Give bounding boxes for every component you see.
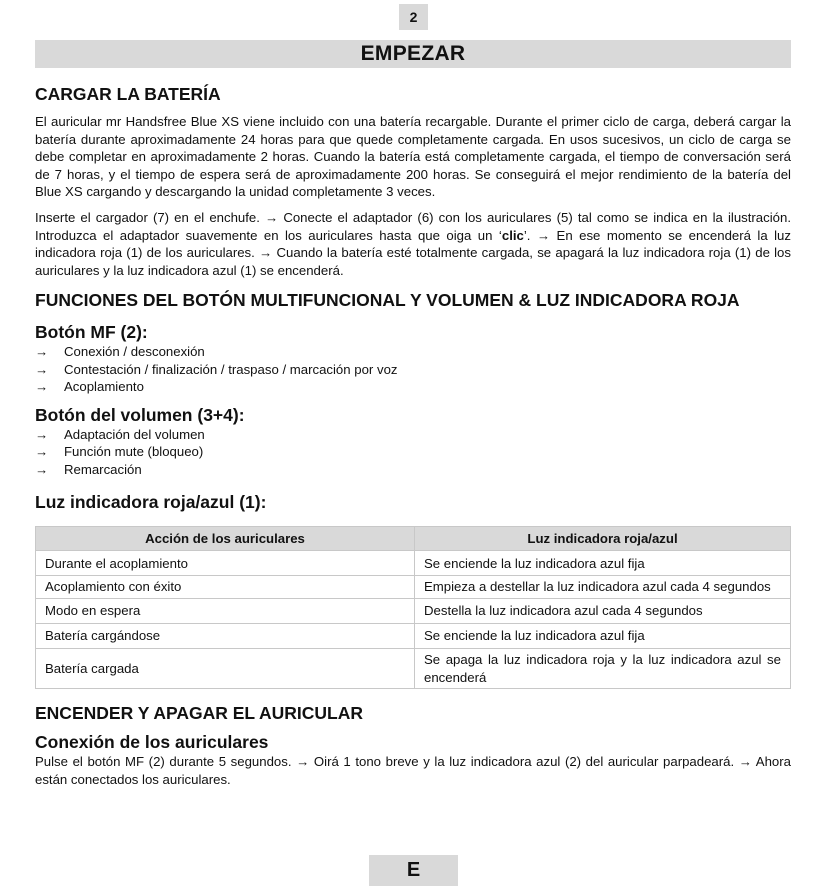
list-item-text: Remarcación — [64, 461, 142, 477]
battery-paragraph-1: El auricular mr Handsfree Blue XS viene incluido con una batería recargable. Durante el primer ciclo de carga, deberá cargar la batería durante aproximadamente 24 horas para que quede completamente cargada. En usos sucesivos, un ciclo de carga se debe completar en aproximadamente 2 horas. Cuando la batería está completamente cargada, el tiempo de conversación será de 7 horas, y el tiempo de espera será de aproximadamente 200 horas. Se conseguirá el mejor rendimiento de la batería del Blue XS cargando y descargando la unidad completamente 3 veces. — [35, 114, 791, 200]
table-row — [36, 598, 791, 623]
list-item — [35, 443, 791, 461]
list-item — [35, 361, 791, 379]
headset-connection-heading: Conexión de los auriculares — [35, 732, 269, 753]
power-section-heading: ENCENDER Y APAGAR EL AURICULAR — [35, 703, 363, 724]
mf-button-list — [35, 343, 791, 396]
table-row — [36, 551, 791, 576]
volume-button-list — [35, 426, 791, 479]
page-number: 2 — [399, 4, 428, 30]
language-tag: E — [369, 855, 458, 886]
list-item-text: Acoplamiento — [64, 379, 144, 395]
arrow-right-icon: → — [35, 344, 49, 360]
arrow-right-icon: → — [35, 379, 49, 395]
table-cell-light: Destella la luz indicadora azul cada 4 segundos — [415, 598, 791, 623]
table-header-action: Acción de los auriculares — [36, 527, 415, 551]
clic-word: clic — [501, 227, 524, 243]
table-cell-action: Batería cargándose — [36, 623, 415, 648]
arrow-right-icon: → — [35, 426, 49, 442]
list-item — [35, 378, 791, 396]
page-content — [35, 40, 791, 796]
list-item — [35, 343, 791, 361]
list-item — [35, 461, 791, 479]
table-cell-action: Batería cargada — [36, 648, 415, 688]
arrow-right-icon: → — [35, 444, 49, 460]
mf-button-heading: Botón MF (2): — [35, 322, 148, 343]
arrow-right-icon: → — [35, 461, 49, 477]
table-row — [36, 576, 791, 599]
list-item — [35, 426, 791, 444]
functions-section-heading: FUNCIONES DEL BOTÓN MULTIFUNCIONAL Y VOLUMEN & LUZ INDICADORA ROJA — [35, 290, 740, 311]
list-item-text: Conexión / desconexión — [64, 344, 205, 360]
table-cell-light: Se apaga la luz indicadora roja y la luz indicadora azul se encenderá — [415, 648, 791, 688]
list-item-text: Función mute (bloqueo) — [64, 444, 204, 460]
battery-paragraph-2-end: ’. → En ese momento se encenderá la luz indicadora roja (1) de los auriculares. → Cuando la batería esté totalmente cargada, se apagará la luz indicadora roja (1) de los auriculares y la luz indicadora azul (1) se encenderá. — [35, 227, 791, 278]
battery-paragraph-2-start: Inserte el cargador (7) en el enchufe. → Conecte el adaptador (6) con los auriculares (5) tal como se indica en la ilustración. Introduzca el adaptador suavemente en los auriculares hasta que oiga un ‘ — [35, 209, 791, 243]
table-header-row — [36, 527, 791, 551]
table-cell-light: Se enciende la luz indicadora azul fija — [415, 551, 791, 576]
list-item-text: Adaptación del volumen — [64, 426, 205, 442]
indicator-light-table — [35, 526, 791, 689]
arrow-right-icon: → — [35, 361, 49, 377]
page-banner-title: EMPEZAR — [35, 40, 791, 68]
table-cell-light: Empieza a destellar la luz indicadora azul cada 4 segundos — [415, 576, 791, 599]
indicator-light-heading: Luz indicadora roja/azul (1): — [35, 492, 267, 513]
table-cell-action: Acoplamiento con éxito — [36, 576, 415, 599]
table-cell-action: Durante el acoplamiento — [36, 551, 415, 576]
battery-section-heading: CARGAR LA BATERÍA — [35, 84, 221, 104]
battery-paragraph-2 — [35, 209, 791, 279]
table-header-light: Luz indicadora roja/azul — [415, 527, 791, 551]
volume-button-heading: Botón del volumen (3+4): — [35, 404, 245, 425]
table-cell-action: Modo en espera — [36, 598, 415, 623]
headset-connection-text: Pulse el botón MF (2) durante 5 segundos. → Oirá 1 tono breve y la luz indicadora azul (2) del auricular parpadeará. → Ahora están conectados los auriculares. — [35, 754, 791, 787]
list-item-text: Contestación / finalización / traspaso / marcación por voz — [64, 361, 398, 377]
table-row — [36, 648, 791, 688]
table-cell-light: Se enciende la luz indicadora azul fija — [415, 623, 791, 648]
table-row — [36, 623, 791, 648]
